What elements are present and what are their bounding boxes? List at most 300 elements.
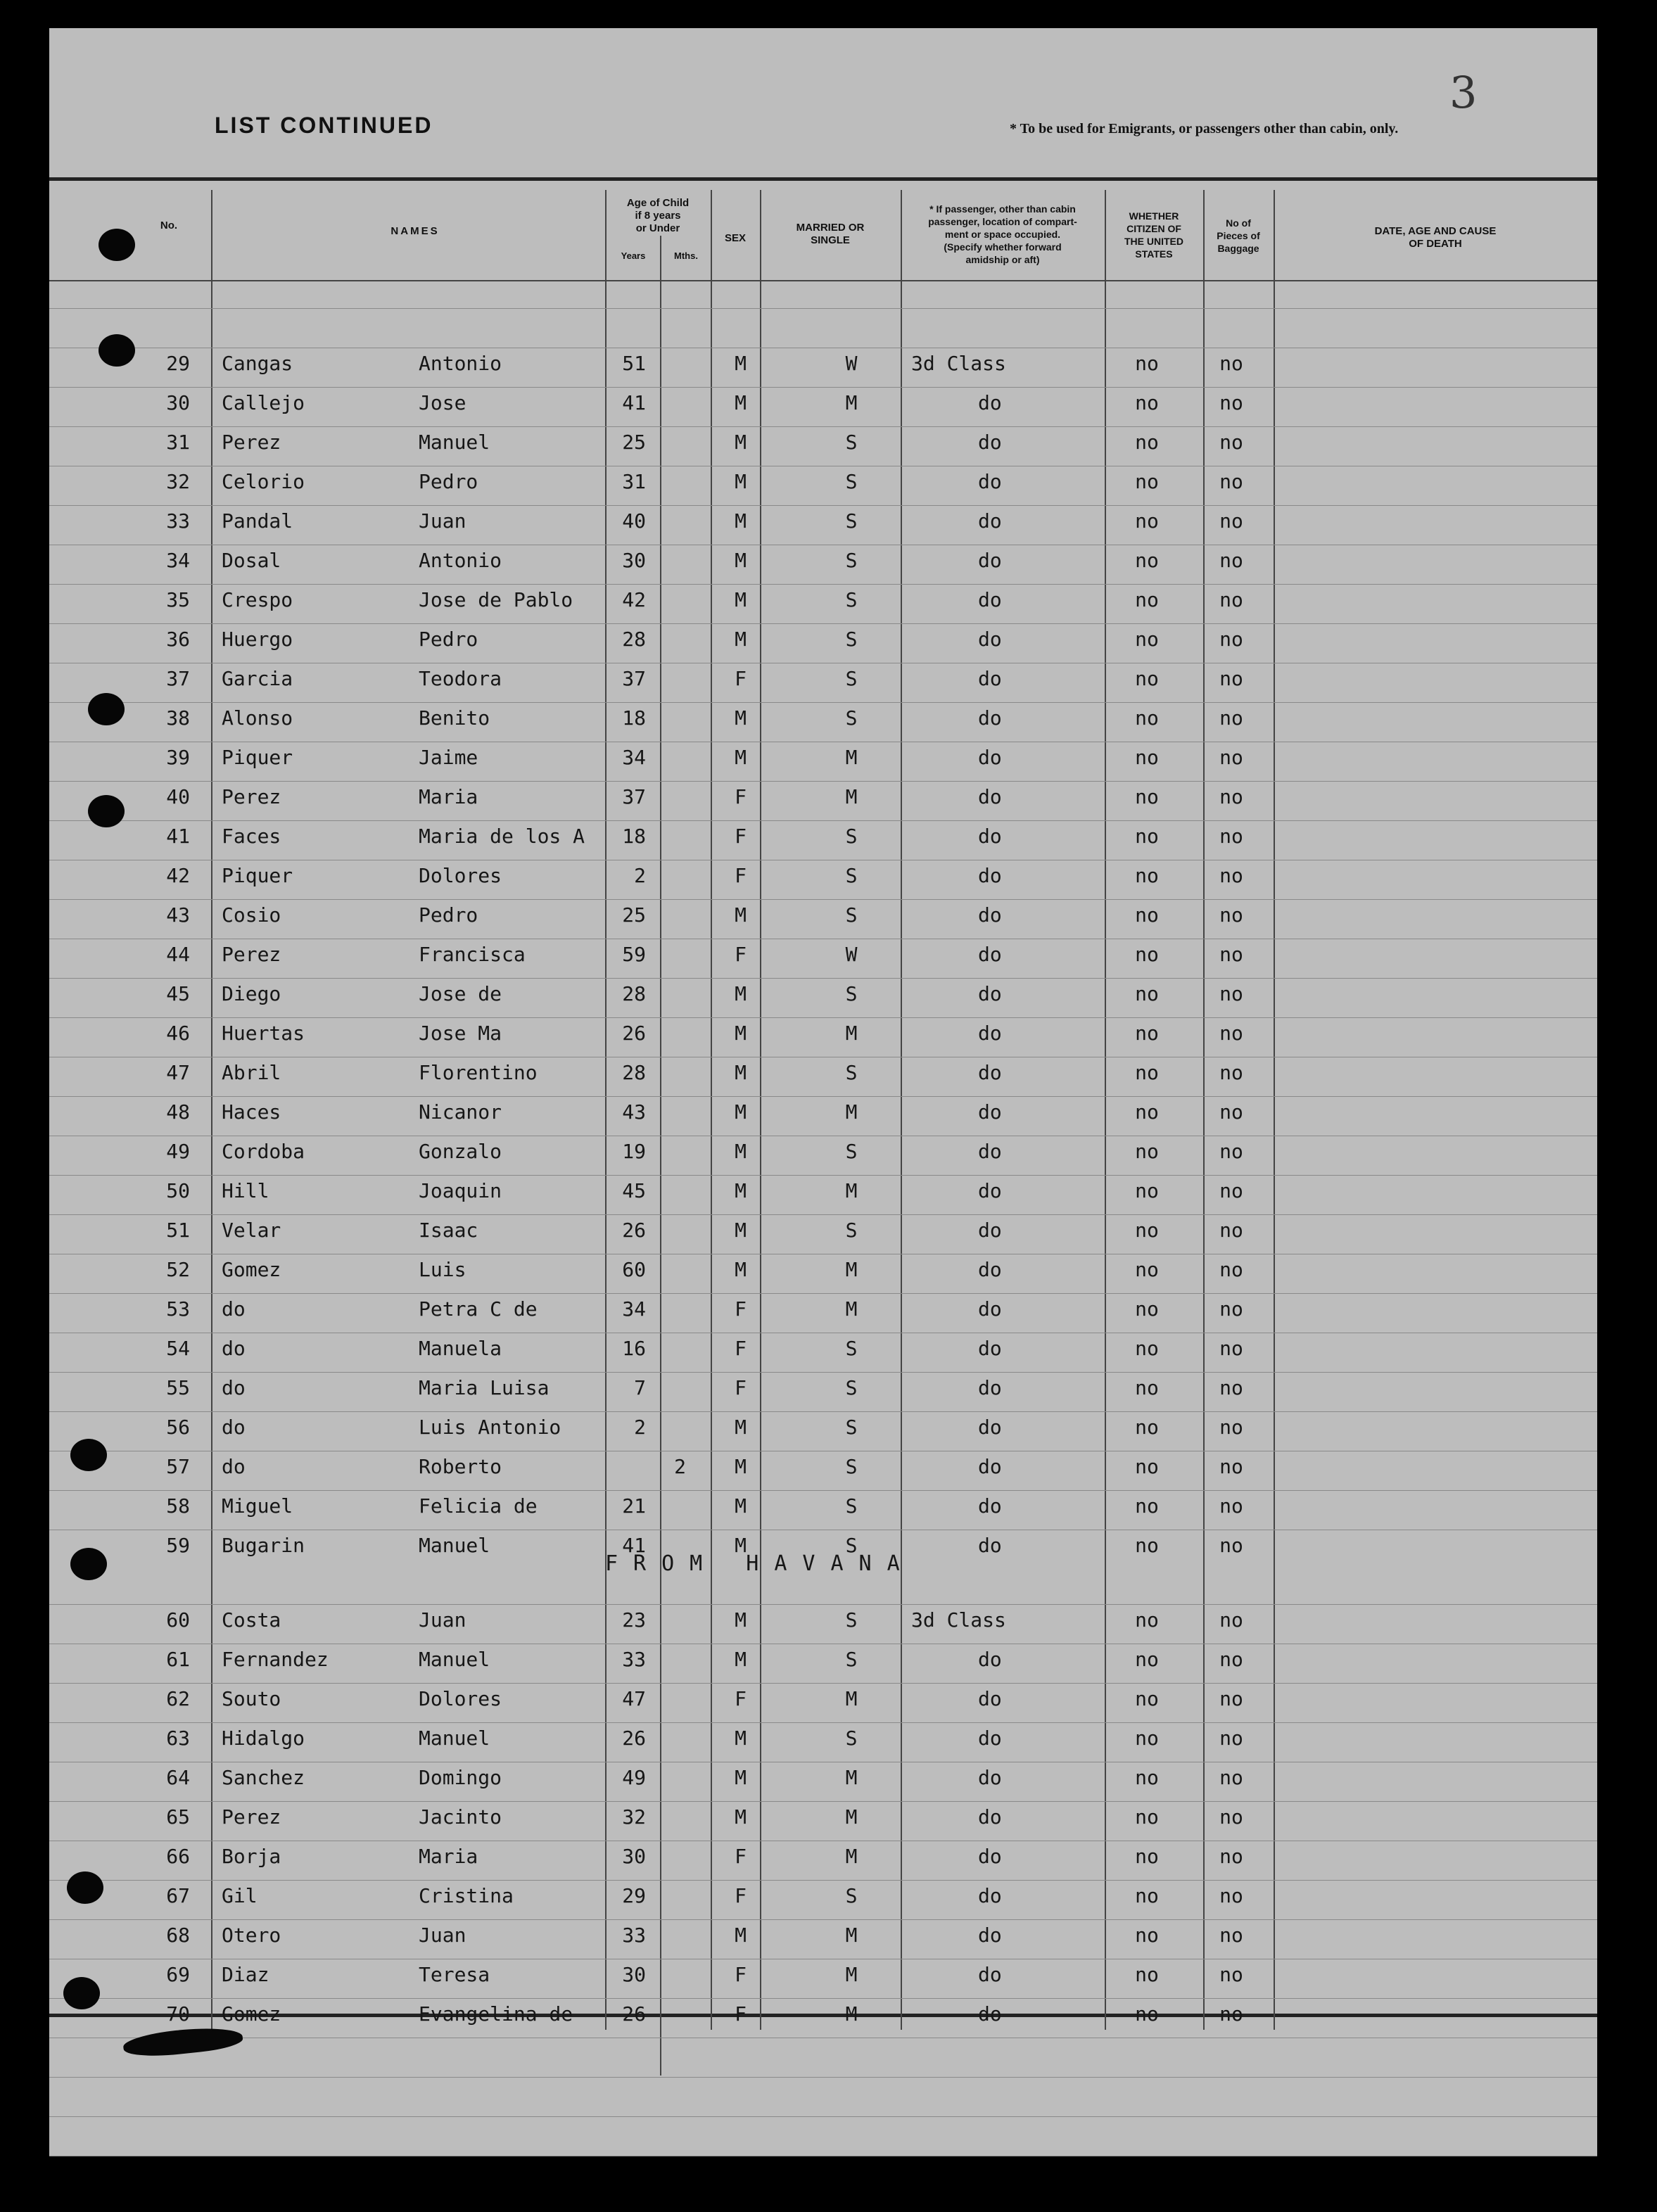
cell-marital: S — [845, 509, 858, 533]
cell-citizen: no — [1135, 1337, 1159, 1360]
cell-given: Manuel — [419, 1534, 490, 1557]
cell-citizen: no — [1135, 1061, 1159, 1084]
cell-marital: S — [845, 470, 858, 493]
cell-no: 46 — [166, 1022, 190, 1045]
cell-years: 40 — [622, 509, 646, 533]
table-row — [49, 1369, 1597, 1409]
cell-surname: Perez — [222, 785, 281, 808]
cell-surname: Diego — [222, 982, 281, 1005]
cell-given: Jose de Pablo — [419, 588, 573, 611]
table-row — [49, 1251, 1597, 1290]
cell-sex: M — [735, 1805, 747, 1829]
cell-years: 60 — [622, 1258, 646, 1281]
cell-sex: M — [735, 1455, 747, 1478]
cell-no: 44 — [166, 943, 190, 966]
cell-sex: M — [735, 391, 747, 414]
table-row — [49, 1015, 1597, 1054]
row-line — [49, 1490, 1597, 1491]
table-row — [49, 1641, 1597, 1680]
table-row — [49, 1720, 1597, 1759]
cell-citizen: no — [1135, 1494, 1159, 1518]
cell-marital: M — [845, 1963, 858, 1986]
cell-surname: Gil — [222, 1884, 258, 1907]
cell-no: 32 — [166, 470, 190, 493]
section-label: FROM HAVANA — [605, 1551, 915, 1576]
cell-citizen: no — [1135, 509, 1159, 533]
cell-no: 69 — [166, 1963, 190, 1986]
cell-surname: Huertas — [222, 1022, 305, 1045]
cell-years: 45 — [622, 1179, 646, 1202]
cell-citizen: no — [1135, 431, 1159, 454]
cell-citizen: no — [1135, 1687, 1159, 1710]
cell-citizen: no — [1135, 1179, 1159, 1202]
cell-no: 60 — [166, 1608, 190, 1632]
cell-location: do — [978, 470, 1002, 493]
cell-no: 41 — [166, 825, 190, 848]
header-months: Mths. — [674, 250, 698, 261]
cell-marital: S — [845, 1884, 858, 1907]
cell-sex: M — [735, 1140, 747, 1163]
cell-no: 52 — [166, 1258, 190, 1281]
table-row — [49, 424, 1597, 463]
cell-citizen: no — [1135, 1455, 1159, 1478]
cell-location: do — [978, 1416, 1002, 1439]
cell-citizen: no — [1135, 825, 1159, 848]
cell-baggage: no — [1219, 982, 1243, 1005]
cell-citizen: no — [1135, 1884, 1159, 1907]
punch-hole — [88, 693, 125, 725]
cell-given: Pedro — [419, 470, 478, 493]
cell-no: 66 — [166, 1845, 190, 1868]
cell-marital: S — [845, 1455, 858, 1478]
header-baggage: No of Pieces of Baggage — [1217, 217, 1260, 254]
cell-given: Antonio — [419, 352, 502, 375]
cell-sex: M — [735, 1648, 747, 1671]
row-line — [49, 1604, 1597, 1605]
cell-no: 30 — [166, 391, 190, 414]
cell-citizen: no — [1135, 1297, 1159, 1321]
cell-surname: Hidalgo — [222, 1727, 305, 1750]
cell-location: do — [978, 1766, 1002, 1789]
cell-marital: S — [845, 1648, 858, 1671]
cell-location: do — [978, 1805, 1002, 1829]
header-no: No. — [160, 220, 178, 231]
cell-surname: Cosio — [222, 903, 281, 927]
cell-years: 43 — [622, 1100, 646, 1124]
cell-surname: Cordoba — [222, 1140, 305, 1163]
cell-baggage: no — [1219, 391, 1243, 414]
cell-location: do — [978, 864, 1002, 887]
cell-given: Teresa — [419, 1963, 490, 1986]
cell-surname: Bugarin — [222, 1534, 305, 1557]
cell-given: Evangelina de — [419, 2002, 573, 2026]
cell-location: do — [978, 1140, 1002, 1163]
cell-baggage: no — [1219, 352, 1243, 375]
cell-surname: Gomez — [222, 2002, 281, 2026]
cell-baggage: no — [1219, 549, 1243, 572]
table-row — [49, 699, 1597, 739]
cell-baggage: no — [1219, 1924, 1243, 1947]
cell-given: Maria — [419, 1845, 478, 1868]
table-row — [49, 1917, 1597, 1956]
cell-marital: S — [845, 706, 858, 730]
cell-surname: Diaz — [222, 1963, 269, 1986]
cell-surname: do — [222, 1455, 246, 1478]
cell-marital: S — [845, 982, 858, 1005]
cell-given: Petra C de — [419, 1297, 538, 1321]
cell-given: Juan — [419, 1924, 466, 1947]
cell-sex: M — [735, 1100, 747, 1124]
table-row — [49, 1601, 1597, 1641]
row-line — [49, 1017, 1597, 1018]
cell-no: 56 — [166, 1416, 190, 1439]
punch-hole — [70, 1548, 107, 1580]
cell-marital: S — [845, 549, 858, 572]
cell-location: do — [978, 785, 1002, 808]
table-row — [49, 502, 1597, 542]
cell-sex: M — [735, 431, 747, 454]
cell-surname: Celorio — [222, 470, 305, 493]
table-row — [49, 1093, 1597, 1133]
row-line — [49, 2077, 1597, 2078]
cell-location: do — [978, 982, 1002, 1005]
cell-years: 28 — [622, 628, 646, 651]
cell-no: 43 — [166, 903, 190, 927]
cell-years: 59 — [622, 943, 646, 966]
cell-sex: M — [735, 549, 747, 572]
cell-sex: F — [735, 1963, 747, 1986]
header-age: Age of Child if 8 years or Under — [626, 197, 690, 234]
cell-marital: M — [845, 785, 858, 808]
cell-sex: F — [735, 2002, 747, 2026]
cell-surname: Borja — [222, 1845, 281, 1868]
cell-surname: Alonso — [222, 706, 293, 730]
cell-given: Nicanor — [419, 1100, 502, 1124]
cell-no: 67 — [166, 1884, 190, 1907]
cell-surname: do — [222, 1376, 246, 1399]
cell-given: Cristina — [419, 1884, 514, 1907]
cell-surname: Perez — [222, 431, 281, 454]
cell-marital: M — [845, 1297, 858, 1321]
cell-sex: M — [735, 1608, 747, 1632]
cell-citizen: no — [1135, 1022, 1159, 1045]
cell-citizen: no — [1135, 628, 1159, 651]
cell-marital: W — [845, 352, 858, 375]
cell-years: 23 — [622, 1608, 646, 1632]
cell-location: do — [978, 1219, 1002, 1242]
top-rule — [49, 177, 1597, 181]
cell-given: Pedro — [419, 903, 478, 927]
cell-given: Juan — [419, 1608, 466, 1632]
cell-surname: do — [222, 1297, 246, 1321]
row-line — [49, 2116, 1597, 2117]
cell-no: 62 — [166, 1687, 190, 1710]
cell-no: 29 — [166, 352, 190, 375]
cell-citizen: no — [1135, 1963, 1159, 1986]
cell-no: 38 — [166, 706, 190, 730]
cell-years: 49 — [622, 1766, 646, 1789]
cell-baggage: no — [1219, 903, 1243, 927]
cell-marital: M — [845, 1845, 858, 1868]
cell-baggage: no — [1219, 1727, 1243, 1750]
header-sex: SEX — [724, 232, 746, 244]
cell-surname: Otero — [222, 1924, 281, 1947]
cell-surname: Miguel — [222, 1494, 293, 1518]
cell-given: Luis Antonio — [419, 1416, 561, 1439]
cell-citizen: no — [1135, 1416, 1159, 1439]
cell-location: do — [978, 1648, 1002, 1671]
cell-years: 28 — [622, 982, 646, 1005]
cell-surname: Haces — [222, 1100, 281, 1124]
cell-marital: W — [845, 943, 858, 966]
table-row — [49, 621, 1597, 660]
cell-location: do — [978, 667, 1002, 690]
cell-given: Isaac — [419, 1219, 478, 1242]
cell-surname: Abril — [222, 1061, 281, 1084]
cell-given: Joaquin — [419, 1179, 502, 1202]
cell-years: 18 — [622, 706, 646, 730]
row-line — [49, 899, 1597, 900]
cell-surname: Souto — [222, 1687, 281, 1710]
cell-sex: F — [735, 943, 747, 966]
cell-baggage: no — [1219, 825, 1243, 848]
cell-no: 34 — [166, 549, 190, 572]
table-row — [49, 936, 1597, 975]
cell-sex: F — [735, 864, 747, 887]
table-row — [49, 1448, 1597, 1487]
cell-given: Florentino — [419, 1061, 538, 1084]
cell-citizen: no — [1135, 391, 1159, 414]
cell-location: do — [978, 1494, 1002, 1518]
cell-location: do — [978, 509, 1002, 533]
row-line — [49, 505, 1597, 506]
row-line — [49, 1880, 1597, 1881]
table-row — [49, 1798, 1597, 1838]
cell-location: do — [978, 2002, 1002, 2026]
cell-baggage: no — [1219, 1376, 1243, 1399]
cell-surname: Hill — [222, 1179, 269, 1202]
cell-location: do — [978, 628, 1002, 651]
punch-hole — [63, 1977, 100, 2009]
cell-years: 47 — [622, 1687, 646, 1710]
cell-no: 59 — [166, 1534, 190, 1557]
cell-marital: S — [845, 1727, 858, 1750]
cell-years: 42 — [622, 588, 646, 611]
punch-hole — [67, 1871, 103, 1904]
cell-no: 42 — [166, 864, 190, 887]
table-row — [49, 1172, 1597, 1212]
cell-sex: F — [735, 1884, 747, 1907]
table-row — [49, 542, 1597, 581]
cell-baggage: no — [1219, 1416, 1243, 1439]
cell-baggage: no — [1219, 1179, 1243, 1202]
cell-given: Dolores — [419, 864, 502, 887]
cell-baggage: no — [1219, 2002, 1243, 2026]
table-row — [49, 660, 1597, 699]
row-line — [49, 978, 1597, 979]
table-row — [49, 1680, 1597, 1720]
cell-given: Maria de los A — [419, 825, 585, 848]
table-row — [49, 1487, 1597, 1527]
cell-years: 26 — [622, 1727, 646, 1750]
row-line — [49, 1293, 1597, 1294]
cell-given: Juan — [419, 509, 466, 533]
header-names: NAMES — [391, 225, 440, 237]
table-row — [49, 1995, 1597, 2035]
cell-given: Manuela — [419, 1337, 502, 1360]
cell-sex: M — [735, 352, 747, 375]
punch-hole — [88, 795, 125, 827]
cell-years: 16 — [622, 1337, 646, 1360]
cell-citizen: no — [1135, 1376, 1159, 1399]
cell-no: 35 — [166, 588, 190, 611]
cell-no: 63 — [166, 1727, 190, 1750]
cell-location: do — [978, 1297, 1002, 1321]
cell-surname: Pandal — [222, 509, 293, 533]
cell-surname: Piquer — [222, 746, 293, 769]
cell-years: 2 — [634, 864, 646, 887]
row-line — [49, 387, 1597, 388]
cell-sex: F — [735, 1376, 747, 1399]
cell-surname: Gomez — [222, 1258, 281, 1281]
cell-marital: S — [845, 628, 858, 651]
cell-sex: M — [735, 1416, 747, 1439]
cell-given: Pedro — [419, 628, 478, 651]
cell-baggage: no — [1219, 1805, 1243, 1829]
cell-sex: M — [735, 1179, 747, 1202]
cell-baggage: no — [1219, 1022, 1243, 1045]
cell-months: 2 — [674, 1455, 686, 1478]
cell-location: do — [978, 706, 1002, 730]
cell-marital: M — [845, 1766, 858, 1789]
cell-marital: M — [845, 1100, 858, 1124]
cell-years: 30 — [622, 1845, 646, 1868]
cell-baggage: no — [1219, 943, 1243, 966]
cell-no: 68 — [166, 1924, 190, 1947]
cell-given: Domingo — [419, 1766, 502, 1789]
cell-no: 45 — [166, 982, 190, 1005]
cell-location: do — [978, 1337, 1002, 1360]
cell-years: 28 — [622, 1061, 646, 1084]
table-row — [49, 975, 1597, 1015]
cell-location: do — [978, 431, 1002, 454]
cell-years: 26 — [622, 1219, 646, 1242]
cell-citizen: no — [1135, 1219, 1159, 1242]
cell-location: do — [978, 1924, 1002, 1947]
cell-sex: M — [735, 628, 747, 651]
table-row — [49, 1290, 1597, 1330]
cell-baggage: no — [1219, 1534, 1243, 1557]
row-line — [49, 702, 1597, 703]
cell-location: do — [978, 1100, 1002, 1124]
cell-no: 40 — [166, 785, 190, 808]
cell-years: 34 — [622, 746, 646, 769]
cell-citizen: no — [1135, 1140, 1159, 1163]
cell-no: 58 — [166, 1494, 190, 1518]
cell-marital: S — [845, 667, 858, 690]
cell-citizen: no — [1135, 1766, 1159, 1789]
cell-baggage: no — [1219, 746, 1243, 769]
table-row — [49, 581, 1597, 621]
cell-sex: M — [735, 1258, 747, 1281]
cell-sex: M — [735, 1022, 747, 1045]
footnote: * To be used for Emigrants, or passengers other than cabin, only. — [1010, 121, 1399, 136]
cell-location: do — [978, 1061, 1002, 1084]
cell-given: Gonzalo — [419, 1140, 502, 1163]
cell-marital: S — [845, 1608, 858, 1632]
table-row — [49, 857, 1597, 896]
table-row — [49, 818, 1597, 857]
cell-marital: S — [845, 1061, 858, 1084]
cell-marital: S — [845, 1337, 858, 1360]
cell-no: 50 — [166, 1179, 190, 1202]
cell-surname: Velar — [222, 1219, 281, 1242]
cell-years: 2 — [634, 1416, 646, 1439]
cell-years: 7 — [634, 1376, 646, 1399]
row-line — [49, 308, 1597, 309]
cell-sex: F — [735, 1297, 747, 1321]
cell-marital: S — [845, 1219, 858, 1242]
cell-years: 25 — [622, 431, 646, 454]
cell-marital: M — [845, 746, 858, 769]
cell-citizen: no — [1135, 785, 1159, 808]
table-row — [49, 1877, 1597, 1917]
table-row — [49, 1330, 1597, 1369]
cell-citizen: no — [1135, 588, 1159, 611]
table-row — [49, 345, 1597, 384]
row-line — [49, 781, 1597, 782]
cell-marital: S — [845, 864, 858, 887]
cell-sex: F — [735, 1337, 747, 1360]
cell-given: Manuel — [419, 431, 490, 454]
cell-sex: M — [735, 1766, 747, 1789]
cell-location: do — [978, 746, 1002, 769]
cell-surname: Callejo — [222, 391, 305, 414]
cell-years: 33 — [622, 1924, 646, 1947]
row-line — [49, 1919, 1597, 1920]
cell-baggage: no — [1219, 588, 1243, 611]
cell-surname: Cangas — [222, 352, 293, 375]
cell-citizen: no — [1135, 352, 1159, 375]
row-line — [49, 1175, 1597, 1176]
cell-years: 30 — [622, 549, 646, 572]
row-line — [49, 584, 1597, 585]
cell-baggage: no — [1219, 1297, 1243, 1321]
cell-sex: M — [735, 1924, 747, 1947]
table-row — [49, 739, 1597, 778]
cell-baggage: no — [1219, 1608, 1243, 1632]
cell-sex: M — [735, 982, 747, 1005]
header-death: DATE, AGE AND CAUSE OF DEATH — [1374, 225, 1497, 250]
cell-citizen: no — [1135, 549, 1159, 572]
cell-marital: M — [845, 1258, 858, 1281]
cell-sex: M — [735, 903, 747, 927]
cell-years: 21 — [622, 1494, 646, 1518]
cell-marital: S — [845, 588, 858, 611]
punch-hole — [99, 229, 135, 261]
row-line — [49, 426, 1597, 427]
row-line — [49, 623, 1597, 624]
cell-given: Jaime — [419, 746, 478, 769]
cell-no: 65 — [166, 1805, 190, 1829]
cell-given: Benito — [419, 706, 490, 730]
row-line — [49, 1214, 1597, 1215]
cell-no: 54 — [166, 1337, 190, 1360]
header-citizen: WHETHER CITIZEN OF THE UNITED STATES — [1124, 210, 1183, 260]
table-row — [49, 1409, 1597, 1448]
header-location: * If passenger, other than cabin passenger, location of compart- ment or space occupied. (Specify whether forward amidship or aft) — [928, 203, 1077, 265]
cell-location: do — [978, 1687, 1002, 1710]
